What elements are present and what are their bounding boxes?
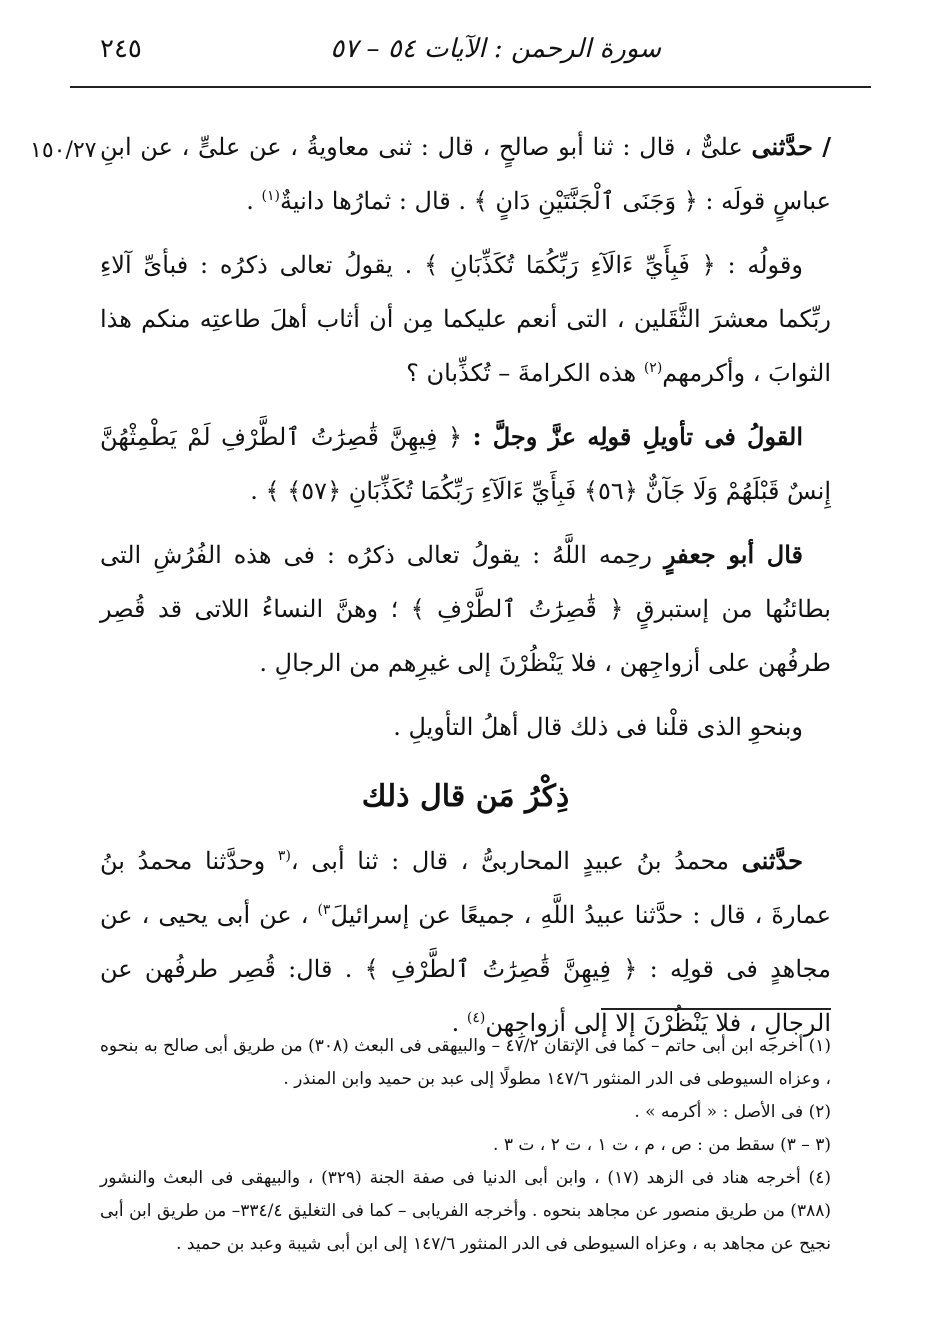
- paragraph-text: علىٌّ ، قال : ثنا أبو صالحٍ ، قال : ثنى معاويةُ ، عن علىٍّ ، عن ابنِ عباسٍ قولَه : ﴿ وَجَنَى ٱلْجَنَّتَيْنِ دَانٍ ﴾ . قال : ثمارُها دانيةٌ: [100, 133, 831, 215]
- footnote-4: (٤) أخرجه هناد فى الزهد (١٧) ، وابن أبى الدنيا فى صفة الجنة (٣٢٩) ، والبيهقى فى البعث والنشور (٣٨٨) من طريق منصور عن مجاهد بنحوه . وأخرجه الفريابى – كما فى التغليق ٣٣٤/٤– من طريق ابن أبى نجيح عن مجاهد به ، وعزاه السيوطى فى الدر المنثور ١٤٧/٦ إلى ابن أبى شيبة وعبد بن حميد .: [100, 1168, 831, 1254]
- running-title: سورة الرحمن : الآيات ٥٤ – ٥٧: [330, 34, 661, 64]
- footnote-2: (٢) فى الأصل : « أكرمه » .: [634, 1102, 831, 1122]
- paragraph-6: [100, 834, 831, 1050]
- narrator-lead: / حدَّثنى: [751, 132, 832, 161]
- paragraph-3: [100, 410, 831, 518]
- paragraph-tail: هذه الكرامةَ – تُكذِّبان ؟: [406, 359, 644, 387]
- paragraph-tail: .: [451, 1009, 467, 1037]
- footnote-marker: (٣: [277, 848, 291, 864]
- footnote-marker: (٢): [643, 360, 663, 376]
- footnote-3: (٣ – ٣) سقط من : ص ، م ، ت ١ ، ت ٢ ، ت ٣ .: [493, 1135, 831, 1155]
- footnote-marker: (١): [261, 188, 280, 204]
- section-lead: القولُ فى تأويلِ قولِه عزَّ وجلَّ :: [472, 422, 803, 451]
- paragraph-text: محمدُ بنُ عبيدٍ المحاربىُّ ، قال : ثنا أبى ،: [290, 847, 742, 875]
- paragraph-5: [100, 700, 831, 754]
- paragraph-text: وحدَّثنا محمدُ بنُ عمارةَ ، قال : حدَّثنا عبيدُ اللَّهِ ، جميعًا عن إسرائيلَ: [100, 847, 832, 929]
- header-rule: [70, 86, 871, 88]
- page-header: [70, 30, 871, 90]
- paragraph-4: [100, 528, 831, 690]
- paragraph-1: [100, 120, 831, 228]
- paragraph-text: ، عن أبى يحيى ، عن مجاهدٍ فى قولِه : ﴿ فِيهِنَّ قَٰصِرَٰتُ ٱلطَّرْفِ ﴾ . قال: قُصِر طرفُهن عن الرجالِ ، فلا يَنْظُرْنَ إلا إلى أزواجِهن: [100, 901, 831, 1037]
- paragraph-2: [100, 238, 831, 400]
- page-number: ٢٤٥: [100, 34, 142, 64]
- main-text: [100, 120, 831, 1060]
- author-lead: قال أبو جعفرٍ: [663, 540, 803, 569]
- section-heading: ذِكْرُ مَن قال ذلك: [361, 779, 570, 814]
- footnote-marker: ٣): [317, 902, 331, 918]
- paragraph-text: وبنحوِ الذى قلْنا فى ذلك قال أهلُ التأويلِ .: [393, 713, 803, 741]
- footnote-rule: [601, 1008, 831, 1010]
- paragraph-tail: .: [246, 187, 262, 215]
- paragraph-text: وقولُه : ﴿ فَبِأَيِّ ءَالَآءِ رَبِّكُمَا تُكَذِّبَانِ ﴾ . يقولُ تعالى ذكرُه : فبأىِّ آلاءِ ربِّكما معشرَ الثَّقَلين ، التى أنعم عليكما مِن أن أثاب أهلَ طاعتِه منكم هذا الثوابَ ، وأكرمهم: [100, 251, 831, 387]
- paragraph-text: ﴿ فِيهِنَّ قَٰصِرَٰتُ ٱلطَّرْفِ لَمْ يَطْمِثْهُنَّ إِنسٌ قَبْلَهُمْ وَلَا جَآنٌّ ﴿٥٦﴾ فَبِأَيِّ ءَالَآءِ رَبِّكُمَا تُكَذِّبَانِ ﴿٥٧﴾ ﴾ .: [100, 423, 831, 505]
- narrator-lead: حدَّثنى: [741, 846, 803, 875]
- paragraph-text: رحِمه اللَّهُ : يقولُ تعالى ذكرُه : فى هذه الفُرُشِ التى بطائنُها من إستبرقٍ ﴿ قَٰصِرَٰتُ ٱلطَّرْفِ ﴾ ؛ وهنَّ النساءُ اللاتى قد قُصِر طرفُهن على أزواجِهن ، فلا يَنْظُرْنَ إلى غيرِهم من الرجالِ .: [100, 541, 831, 677]
- footnotes: [100, 1030, 831, 1261]
- footnote-marker: (٤): [466, 1010, 486, 1026]
- footnote-1: (١) أخرجه ابن أبى حاتم – كما فى الإتقان ٤٧/٢ – والبيهقى فى البعث (٣٠٨) من طريق أبى صالح به بنحوه ، وعزاه السيوطى فى الدر المنثور ١٤٧/٦ مطولًا إلى عبد بن حميد وابن المنذر .: [100, 1036, 831, 1089]
- margin-reference: ١٥٠/٢٧: [30, 138, 97, 163]
